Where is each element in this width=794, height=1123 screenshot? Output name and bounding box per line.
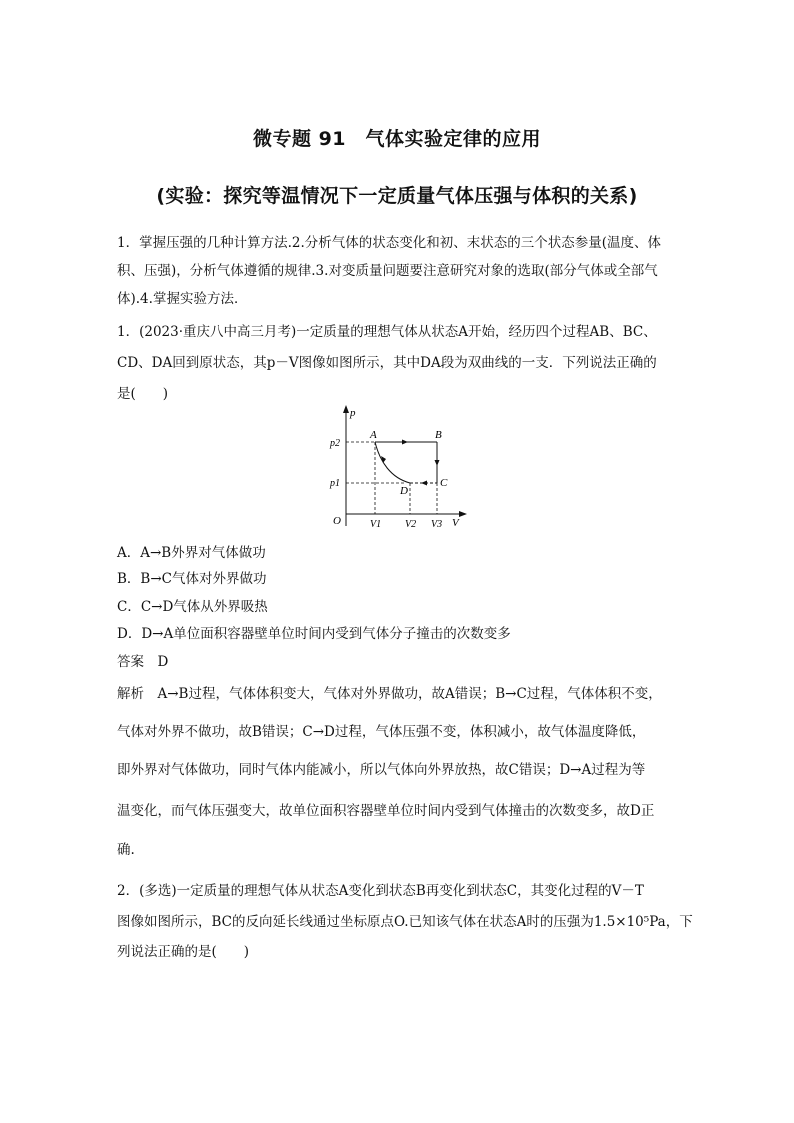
point-d-label: D xyxy=(400,485,408,497)
answer-row xyxy=(117,650,168,670)
p2-label: p2 xyxy=(330,438,340,449)
arrow-bc xyxy=(435,460,440,466)
arrow-cd xyxy=(421,481,427,486)
p1-label: p1 xyxy=(330,478,340,489)
analysis-text: A→B过程，气体体积变大，气体对外界做功，故A错误；B→C过程，气体体积不变， xyxy=(157,686,662,702)
process-da xyxy=(375,442,410,483)
q1-stem-line: 1．(2023·重庆八中高三月考)一定质量的理想气体从状态A开始，经历四个过程AB、BC、 xyxy=(117,324,657,340)
q1-stem-line: 是( ) xyxy=(117,386,169,402)
q2-stem-line: 列说法正确的是( ) xyxy=(117,944,250,960)
q1-stem-line: CD、DA回到原状态，其p－V图像如图所示，其中DA段为双曲线的一支．下列说法正确的 xyxy=(117,355,657,371)
answer-label: 答案 xyxy=(117,654,144,670)
v-axis-label: V xyxy=(452,517,459,529)
page-title: 微专题 91 气体实验定律的应用 xyxy=(252,128,542,150)
q2-stem-line: 图像如图所示，BC的反向延长线通过坐标原点O.已知该气体在状态A时的压强为1.5×10⁵Pa，下 xyxy=(117,914,693,930)
v2-label: V2 xyxy=(405,519,417,530)
intro-line: 体).4.掌握实验方法． xyxy=(117,291,248,307)
analysis-line: 气体对外界不做功，故B错误；C→D过程，气体压强不变，体积减小，故气体温度降低， xyxy=(117,724,646,740)
analysis-line: 温变化，而气体压强变大，故单位面积容器壁单位时间内受到气体撞击的次数变多，故D正 xyxy=(117,803,655,819)
option-d: D．D→A单位面积容器壁单位时间内受到气体分子撞击的次数变多 xyxy=(117,626,511,642)
v-axis-arrow xyxy=(459,511,467,517)
analysis-line: 确. xyxy=(117,842,135,858)
pv-diagram xyxy=(325,402,470,532)
option-c: C．C→D气体从外界吸热 xyxy=(117,599,268,615)
origin-label: O xyxy=(333,515,341,527)
analysis-line: 即外界对气体做功，同时气体内能减小，所以气体向外界放热，故C错误；D→A过程为等 xyxy=(117,762,646,778)
point-c-label: C xyxy=(440,477,448,489)
answer-value: D xyxy=(157,654,169,670)
analysis-label: 解析 xyxy=(117,686,144,702)
intro-line: 1．掌握压强的几种计算方法.2.分析气体的状态变化和初、末状态的三个状态参量(温度、体 xyxy=(117,235,662,251)
p-axis-label: p xyxy=(350,407,356,419)
option-b: B．B→C气体对外界做功 xyxy=(117,571,267,587)
point-b-label: B xyxy=(435,429,442,441)
option-a: A．A→B外界对气体做功 xyxy=(117,545,266,561)
analysis-line xyxy=(117,682,662,702)
arrow-ab xyxy=(402,440,408,445)
point-a-label: A xyxy=(370,429,377,441)
q2-stem-line: 2．(多选)一定质量的理想气体从状态A变化到状态B再变化到状态C，其变化过程的V－T xyxy=(117,883,644,899)
page-subtitle: (实验：探究等温情况下一定质量气体压强与体积的关系) xyxy=(156,185,638,207)
p-axis-arrow xyxy=(343,405,349,413)
intro-line: 积、压强)，分析气体遵循的规律.3.对变质量问题要注意研究对象的选取(部分气体或全部气 xyxy=(117,263,658,279)
v3-label: V3 xyxy=(431,519,443,530)
v1-label: V1 xyxy=(370,519,382,530)
